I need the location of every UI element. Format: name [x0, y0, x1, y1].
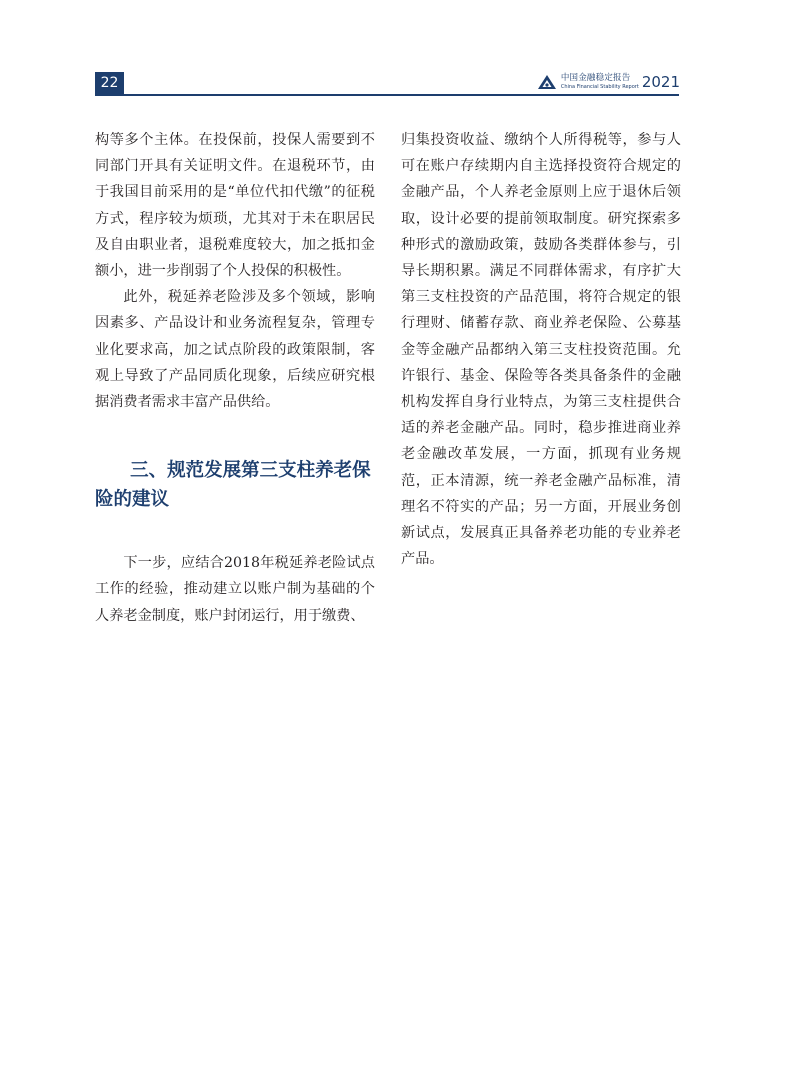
- report-year: 2021: [641, 73, 680, 91]
- report-brand: [537, 71, 680, 93]
- brand-title-en: China Financial Stability Report: [560, 83, 639, 90]
- paragraph: 构等多个主体。在投保前，投保人需要到不同部门开具有关证明文件。在退税环节，由于我国目前采用的是“单位代扣代缴”的征税方式，程序较为烦琐，尤其对于未在职居民及自由职业者，退税难度较大，加之抵扣金额小，进一步削弱了个人投保的积极性。: [95, 132, 375, 280]
- header-rule: [95, 94, 679, 96]
- right-column: [401, 127, 681, 572]
- left-column: [95, 127, 375, 629]
- page-number: 22: [95, 72, 124, 94]
- brand-title-cn: 中国金融稳定报告: [560, 73, 631, 84]
- pbc-logo-icon: [537, 74, 557, 90]
- section-heading: 三、规范发展第三支柱养老保险的建议: [95, 460, 371, 511]
- paragraph: 下一步，应结合2018年税延养老险试点工作的经验，推动建立以账户制为基础的个人养老金制度，账户封闭运行，用于缴费、: [95, 555, 375, 624]
- brand-text: [561, 74, 639, 90]
- paragraph: 归集投资收益、缴纳个人所得税等，参与人可在账户存续期内自主选择投资符合规定的金融产品，个人养老金原则上应于退休后领取，设计必要的提前领取制度。研究探索多种形式的激励政策，鼓励各类群体参与，引导长期积累。满足不同群体需求，有序扩大第三支柱投资的产品范围，将符合规定的银行理财、储蓄存款、商业养老保险、公募基金等金融产品都纳入第三支柱投资范围。允许银行、基金、保险等各类具备条件的金融机构发挥自身行业特点，为第三支柱提供合适的养老金融产品。同时，稳步推进商业养老金融改革发展，一方面，抓现有业务规范，正本清源，统一养老金融产品标准，清理名不符实的产品；另一方面，开展业务创新试点，发展真正具备养老功能的专业养老产品。: [401, 132, 681, 568]
- paragraph: 此外，税延养老险涉及多个领域，影响因素多、产品设计和业务流程复杂，管理专业化要求高，加之试点阶段的政策限制，客观上导致了产品同质化现象，后续应研究根据消费者需求丰富产品供给。: [95, 289, 375, 411]
